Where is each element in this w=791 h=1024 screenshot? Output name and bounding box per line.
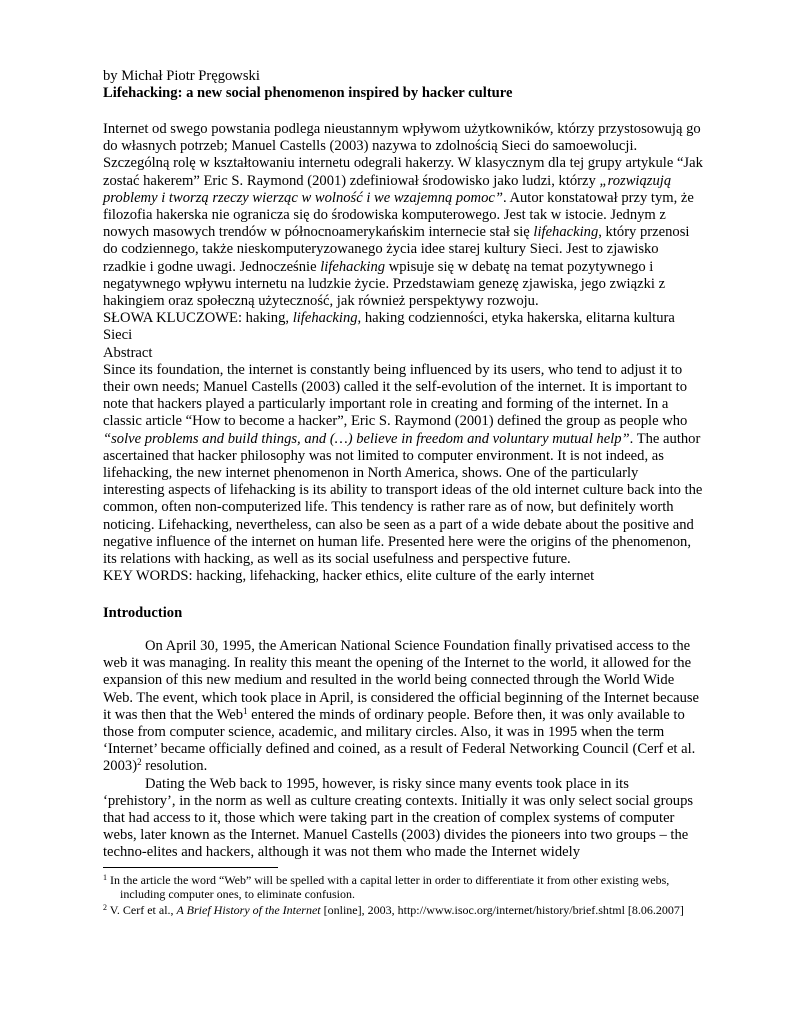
text-run: wpisuje się w debatę na temat pozytywnego i negatywnego wpływu internetu na ludzkie życie. Przedstawiam genezę zjawiska, jego związki z hakingiem oraz społeczną użyteczność, jak również perspektywy rozwoju.: [103, 258, 666, 310]
quote-italic: „rozwiązują problemy i tworzą rzeczy wierząc w wolność i we wzajemną pomoc”: [103, 172, 672, 206]
term-italic: lifehacking: [292, 310, 358, 327]
author-line: by Michał Piotr Pręgowski: [103, 68, 260, 84]
text-run: , który przenosi do codziennego, także nieskomputeryzowanego życia idee starej kultury Sieci. Jest to zjawisko rzadkie i godne uwagi. Jednocześnie: [103, 224, 690, 275]
text-run: . The author ascertained that hacker philosophy was not limited to computer environment. It is not indeed, as lifehacking, the new internet phenomenon in North America, shows. One of the particularly interesting aspects of lifehacking is its ability to transport ideas of the old internet culture back into the common, often non-computerized life. This tendency is rather rare as of now, but definitely worth noticing. Lifehacking, nevertheless, can also be seen as a part of a wide debate about the positive and negative influence of the internet on human life. Presented here were the origins of the phenomenon, its relations with hacking, as well as its social usefulness and perspective future.: [103, 430, 703, 568]
english-abstract-body: [103, 362, 703, 568]
intro-paragraph-2: Dating the Web back to 1995, however, is risky since many events took place in its ‘prehistory’, in the norm as well as culture creating contexts. Initially it was only select social groups that had access to it, those which were taking part in the creation of complex systems of computer webs, later known as the Internet. Manuel Castells (2003) divides the pioneers into two groups – the techno-elites and hackers, although it was not them who made the Internet widely: [103, 775, 694, 861]
footnote-ref: 2: [137, 757, 142, 768]
footnote-separator: [103, 867, 278, 868]
footnote-2: [103, 903, 693, 917]
footnote-ref: 1: [243, 705, 248, 716]
paper-title: Lifehacking: a new social phenomenon inspired by hacker culture: [103, 85, 513, 102]
polish-abstract-body: [103, 121, 703, 310]
text-run: In the article the word “Web” will be spelled with a capital letter in order to differentiate it from other existing webs, including computer ones, to eliminate confusion.: [107, 873, 670, 901]
footnote-1: [103, 873, 693, 901]
introduction-heading: Introduction: [103, 605, 183, 621]
intro-paragraph-1: [103, 638, 703, 776]
term-italic: lifehacking: [320, 258, 386, 275]
text-run: On April 30, 1995, the American National Science Foundation finally privatised access to the web it was managing. In reality this meant the opening of the Internet to the world, it allowed for the expansion of this new medium and resulted in the world being connected through the World Wide Web. The event, which took place in April, is considered the official beginning of the Internet because it was then that the Web: [103, 638, 700, 723]
citation-title: A Brief History of the Internet: [176, 903, 321, 917]
footnotes: [103, 873, 693, 919]
text-run: Internet od swego powstania podlega nieustannym wpływom użytkowników, którzy przystosowują go do własnych potrzeb; Manuel Castells (2003) nazywa to zdolnością Sieci do samoewolucji. Szczególną rolę w kształtowaniu internetu odegrali hakerzy. W klasycznym dla tej grupy artykule “Jak zostać hakerem” Eric S. Raymond (2001) zdefiniował środowisko jako ludzi, którzy: [103, 121, 703, 189]
quote-italic: “solve problems and build things, and (…) believe in freedom and voluntary mutual help”: [103, 430, 630, 447]
text-run: resolution.: [141, 758, 208, 775]
text-run: V. Cerf et al.,: [107, 903, 177, 917]
polish-keywords: [103, 310, 703, 344]
english-keywords: KEY WORDS: hacking, lifehacking, hacker ethics, elite culture of the early internet: [103, 568, 595, 585]
footnote-mark: 1: [103, 873, 107, 882]
text-run: entered the minds of ordinary people. Before then, it was only available to those from computer science, academic, and military circles. Also, it was in 1995 when the term ‘Internet’ became officially defined and coined, as a result of Federal Networking Council (Cerf et al. 2003): [103, 706, 696, 775]
term-italic: lifehacking: [533, 224, 599, 241]
paper-header: [103, 68, 703, 102]
introduction-section: [103, 605, 703, 622]
text-run: SŁOWA KLUCZOWE: haking,: [103, 310, 293, 327]
text-run: . Autor konstatował przy tym, że filozofia hakerska nie ogranicza się do środowiska komputerowego. Jest tak w istocie. Jednym z nowych masowych trendów w północnoamerykańskim internecie stał się: [103, 189, 694, 241]
text-run: [online], 2003, http://www.isoc.org/internet/history/brief.shtml [8.06.2007]: [320, 903, 684, 917]
introduction-body: [103, 638, 703, 862]
polish-abstract: [103, 121, 703, 585]
footnote-mark: 2: [103, 903, 107, 912]
abstract-heading: Abstract: [103, 344, 153, 361]
text-run: , haking codzienności, etyka hakerska, elitarna kultura Sieci: [103, 310, 675, 344]
text-run: Since its foundation, the internet is constantly being influenced by its users, who tend to adjust it to their own needs; Manuel Castells (2003) called it the self-evolution of the internet. It is important to note that hackers played a particularly important role in creating and forming of the internet. In a classic article “How to become a hacker”, Eric S. Raymond (2001) defined the group as people who: [103, 361, 688, 430]
